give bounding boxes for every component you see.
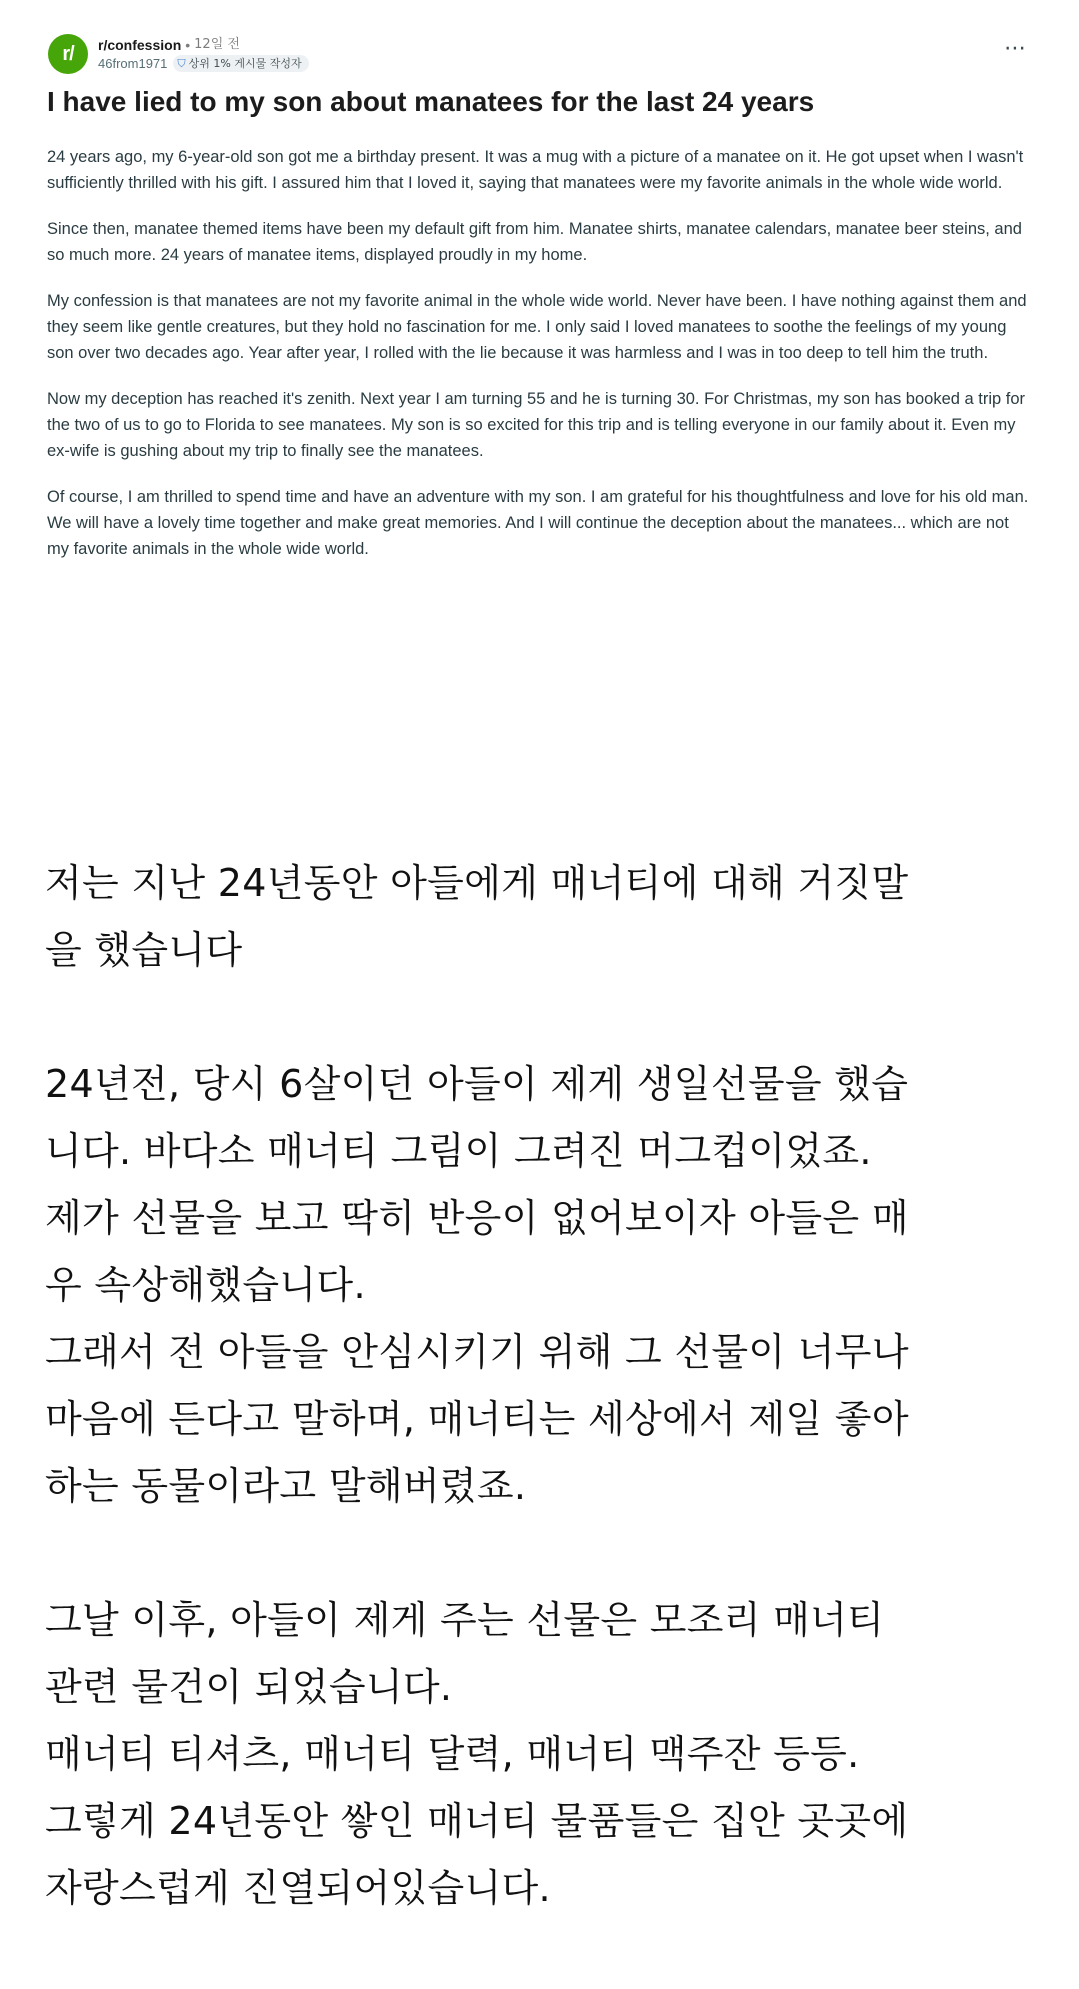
translation-title (45, 850, 1055, 984)
translation-line: 제가 선물을 보고 딱히 반응이 없어보이자 아들은 매 (45, 1196, 909, 1240)
badge-label: 상위 1% 게시물 작성자 (188, 56, 302, 70)
translation-line: 을 했습니다 (45, 928, 243, 972)
translation-line: 매너티 티셔츠, 매너티 달력, 매너티 맥주잔 등등. (45, 1732, 860, 1776)
translation-paragraph-2 (45, 1587, 1055, 1922)
author-link[interactable]: 46from1971 (98, 55, 168, 71)
translation-line: 저는 지난 24년동안 아들에게 매너티에 대해 거짓말 (45, 861, 909, 905)
korean-translation (45, 850, 1055, 1989)
translation-line: 마음에 든다고 말하며, 매너티는 세상에서 제일 좋아 (45, 1397, 909, 1441)
post-paragraph: 24 years ago, my 6-year-old son got me a birthday present. It was a mug with a picture of a manatee on it. He got upset when I wasn't sufficiently thrilled with his gift. I assured him that I loved it, saying that manatees were my favorite animals in the whole wide world. (47, 148, 1024, 192)
translation-line: 24년전, 당시 6살이던 아들이 제게 생일선물을 했습 (45, 1062, 909, 1106)
post-title[interactable]: I have lied to my son about manatees for the last 24 years (47, 86, 815, 117)
translation-line: 그렇게 24년동안 쌓인 매너티 물품들은 집안 곳곳에 (45, 1799, 909, 1843)
badge-shield-icon: ⛉ (177, 56, 186, 70)
subreddit-link[interactable]: r/confession (98, 36, 182, 53)
post-body (47, 144, 1032, 582)
post-paragraph: Of course, I am thrilled to spend time and have an adventure with my son. I am grateful for his thoughtfulness and love for his old man. We will have a lovely time together and make great memories. And I will continue the deception about the manatees... which are not my favorite animals in the whole wide world. (47, 488, 1029, 558)
translation-line: 그날 이후, 아들이 제게 주는 선물은 모조리 매너티 (45, 1598, 885, 1642)
translation-paragraph-1 (45, 1051, 1055, 1520)
meta-row-subreddit (98, 36, 309, 54)
top-poster-badge (173, 55, 308, 72)
post-paragraph: My confession is that manatees are not my favorite animal in the whole wide world. Never have been. I have nothing against them and they seem like gentle creatures, but they hold no fascination for me. I only said I loved manatees to soothe the feelings of my young son over two decades ago. Year after year, I rolled with the lie because it was harmless and I was in too deep to tell him the truth. (47, 292, 1027, 362)
translation-line: 그래서 전 아들을 안심시키기 위해 그 선물이 너무나 (45, 1330, 909, 1374)
post-header (48, 34, 309, 74)
translation-line: 관련 물건이 되었습니다. (45, 1665, 453, 1709)
translation-line: 니다. 바다소 매너티 그림이 그려진 머그컵이었죠. (45, 1129, 872, 1173)
translation-line: 자랑스럽게 진열되어있습니다. (45, 1866, 551, 1910)
translation-line: 우 속상해했습니다. (45, 1263, 366, 1307)
translation-line: 하는 동물이라고 말해버렸죠. (45, 1464, 527, 1508)
separator-dot: • (185, 36, 191, 53)
post-meta (98, 36, 309, 73)
subreddit-avatar[interactable]: r/ (48, 34, 88, 74)
more-options-icon[interactable]: ⋯ (1004, 36, 1027, 61)
meta-row-author (98, 55, 309, 73)
post-time: 12일 전 (194, 36, 240, 52)
post-paragraph: Now my deception has reached it's zenith. Next year I am turning 55 and he is turning 30. For Christmas, my son has booked a trip for the two of us to go to Florida to see manatees. My son is so excited for this trip and is telling everyone in our family about it. Even my ex-wife is gushing about my trip to finally see the manatees. (47, 390, 1026, 460)
reddit-post-screenshot (0, 0, 1079, 660)
post-paragraph: Since then, manatee themed items have been my default gift from him. Manatee shirts, manatee calendars, manatee beer steins, and so much more. 24 years of manatee items, displayed proudly in my home. (47, 220, 1022, 264)
